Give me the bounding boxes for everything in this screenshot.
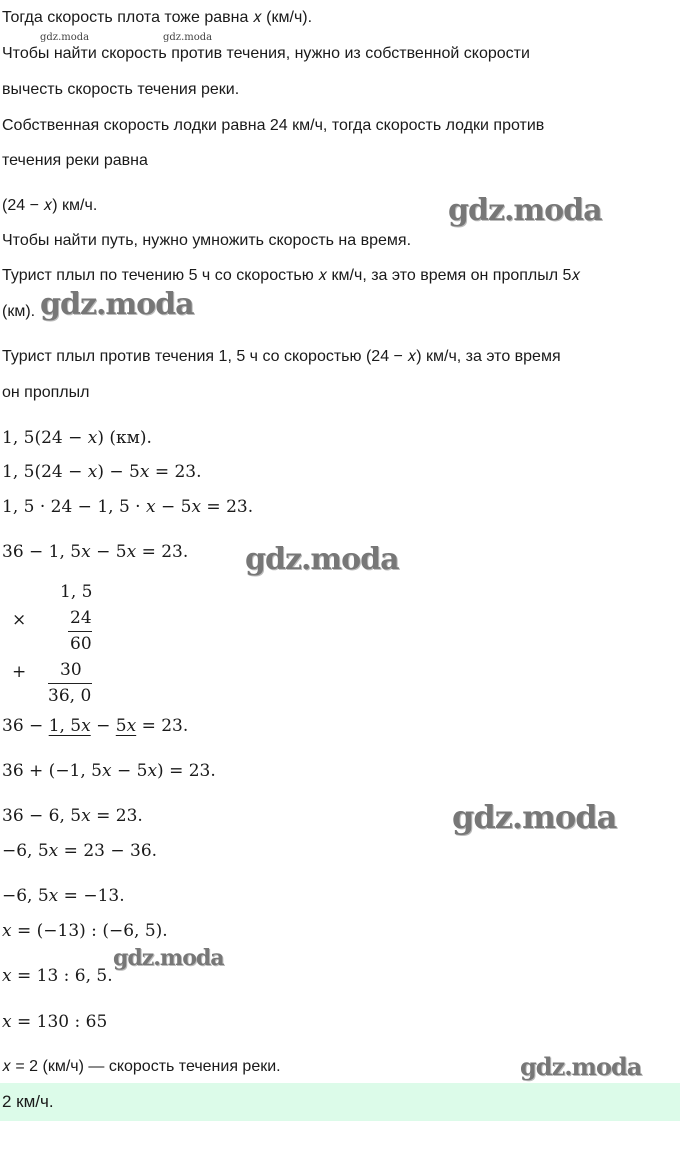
equation-line xyxy=(2,716,188,736)
eq-underlined-term: 5𝑥 xyxy=(115,716,137,736)
equation-line: 𝑥 = 13 : 6, 5. xyxy=(2,966,113,986)
watermark: gdz.moda xyxy=(163,32,213,43)
watermark: gdz.moda xyxy=(40,32,90,43)
text-line: (24 − 𝑥) км/ч. xyxy=(2,197,98,214)
text-line: Турист плыл против течения 1, 5 ч со скоростью (24 − 𝑥) км/ч, за это время xyxy=(2,348,561,365)
text-line: вычесть скорость течения реки. xyxy=(2,81,240,98)
column-result: 36, 0 xyxy=(48,686,92,706)
column-rule xyxy=(48,683,92,684)
equation-line: 36 − 1, 5𝑥 − 5𝑥 = 23. xyxy=(2,542,189,562)
equation-line: 𝑥 = (−13) : (−6, 5). xyxy=(2,921,168,941)
text-line: 𝑥 = 2 (км/ч) — скорость течения реки. xyxy=(2,1058,281,1075)
text-line: Чтобы найти путь, нужно умножить скорость на время. xyxy=(2,232,412,249)
watermark: gdz.moda xyxy=(245,542,399,577)
plus-sign: + xyxy=(12,662,27,682)
text-line: течения реки равна xyxy=(2,152,148,169)
column-multiplier: 24 xyxy=(70,608,92,628)
equation-line: 𝑥 = 130 : 65 xyxy=(2,1012,108,1032)
column-rule xyxy=(68,631,92,632)
text-line: Турист плыл по течению 5 ч со скоростью 𝑥 км/ч, за это время он проплыл 5𝑥 xyxy=(2,267,581,284)
watermark: gdz.moda xyxy=(520,1052,642,1081)
column-partial-1: 60 xyxy=(70,634,92,654)
answer-box xyxy=(0,1083,680,1121)
text-line: Тогда скорость плота тоже равна 𝑥 (км/ч). xyxy=(2,9,313,26)
equation-line: −6, 5𝑥 = −13. xyxy=(2,886,125,906)
text-line: Чтобы найти скорость против течения, нужно из собственной скорости xyxy=(2,45,530,62)
equation-line: 1, 5(24 − 𝑥) (км). xyxy=(2,428,152,448)
equation-line: 1, 5(24 − 𝑥) − 5𝑥 = 23. xyxy=(2,462,202,482)
watermark: gdz.moda xyxy=(113,945,224,971)
equation-line: 36 − 6, 5𝑥 = 23. xyxy=(2,806,143,826)
answer-text: 2 км/ч. xyxy=(2,1092,54,1111)
eq-part: − xyxy=(90,716,116,736)
text-line: Собственная скорость лодки равна 24 км/ч, тогда скорость лодки против xyxy=(2,117,545,134)
eq-underlined-term: 1, 5𝑥 xyxy=(48,716,91,736)
watermark: gdz.moda xyxy=(448,193,602,228)
eq-part: = 23. xyxy=(136,716,189,736)
watermark: gdz.moda xyxy=(40,287,194,322)
column-partial-2: 30 xyxy=(60,660,82,680)
equation-line: 36 + (−1, 5𝑥 − 5𝑥) = 23. xyxy=(2,761,216,781)
text-line: (км). xyxy=(2,303,36,320)
equation-line: −6, 5𝑥 = 23 − 36. xyxy=(2,841,158,861)
column-top: 1, 5 xyxy=(60,582,93,602)
eq-part: 36 − xyxy=(2,716,49,736)
equation-line: 1, 5 · 24 − 1, 5 · 𝑥 − 5𝑥 = 23. xyxy=(2,497,254,517)
text-line: он проплыл xyxy=(2,384,90,401)
watermark: gdz.moda xyxy=(452,798,617,836)
times-sign: × xyxy=(12,610,27,630)
